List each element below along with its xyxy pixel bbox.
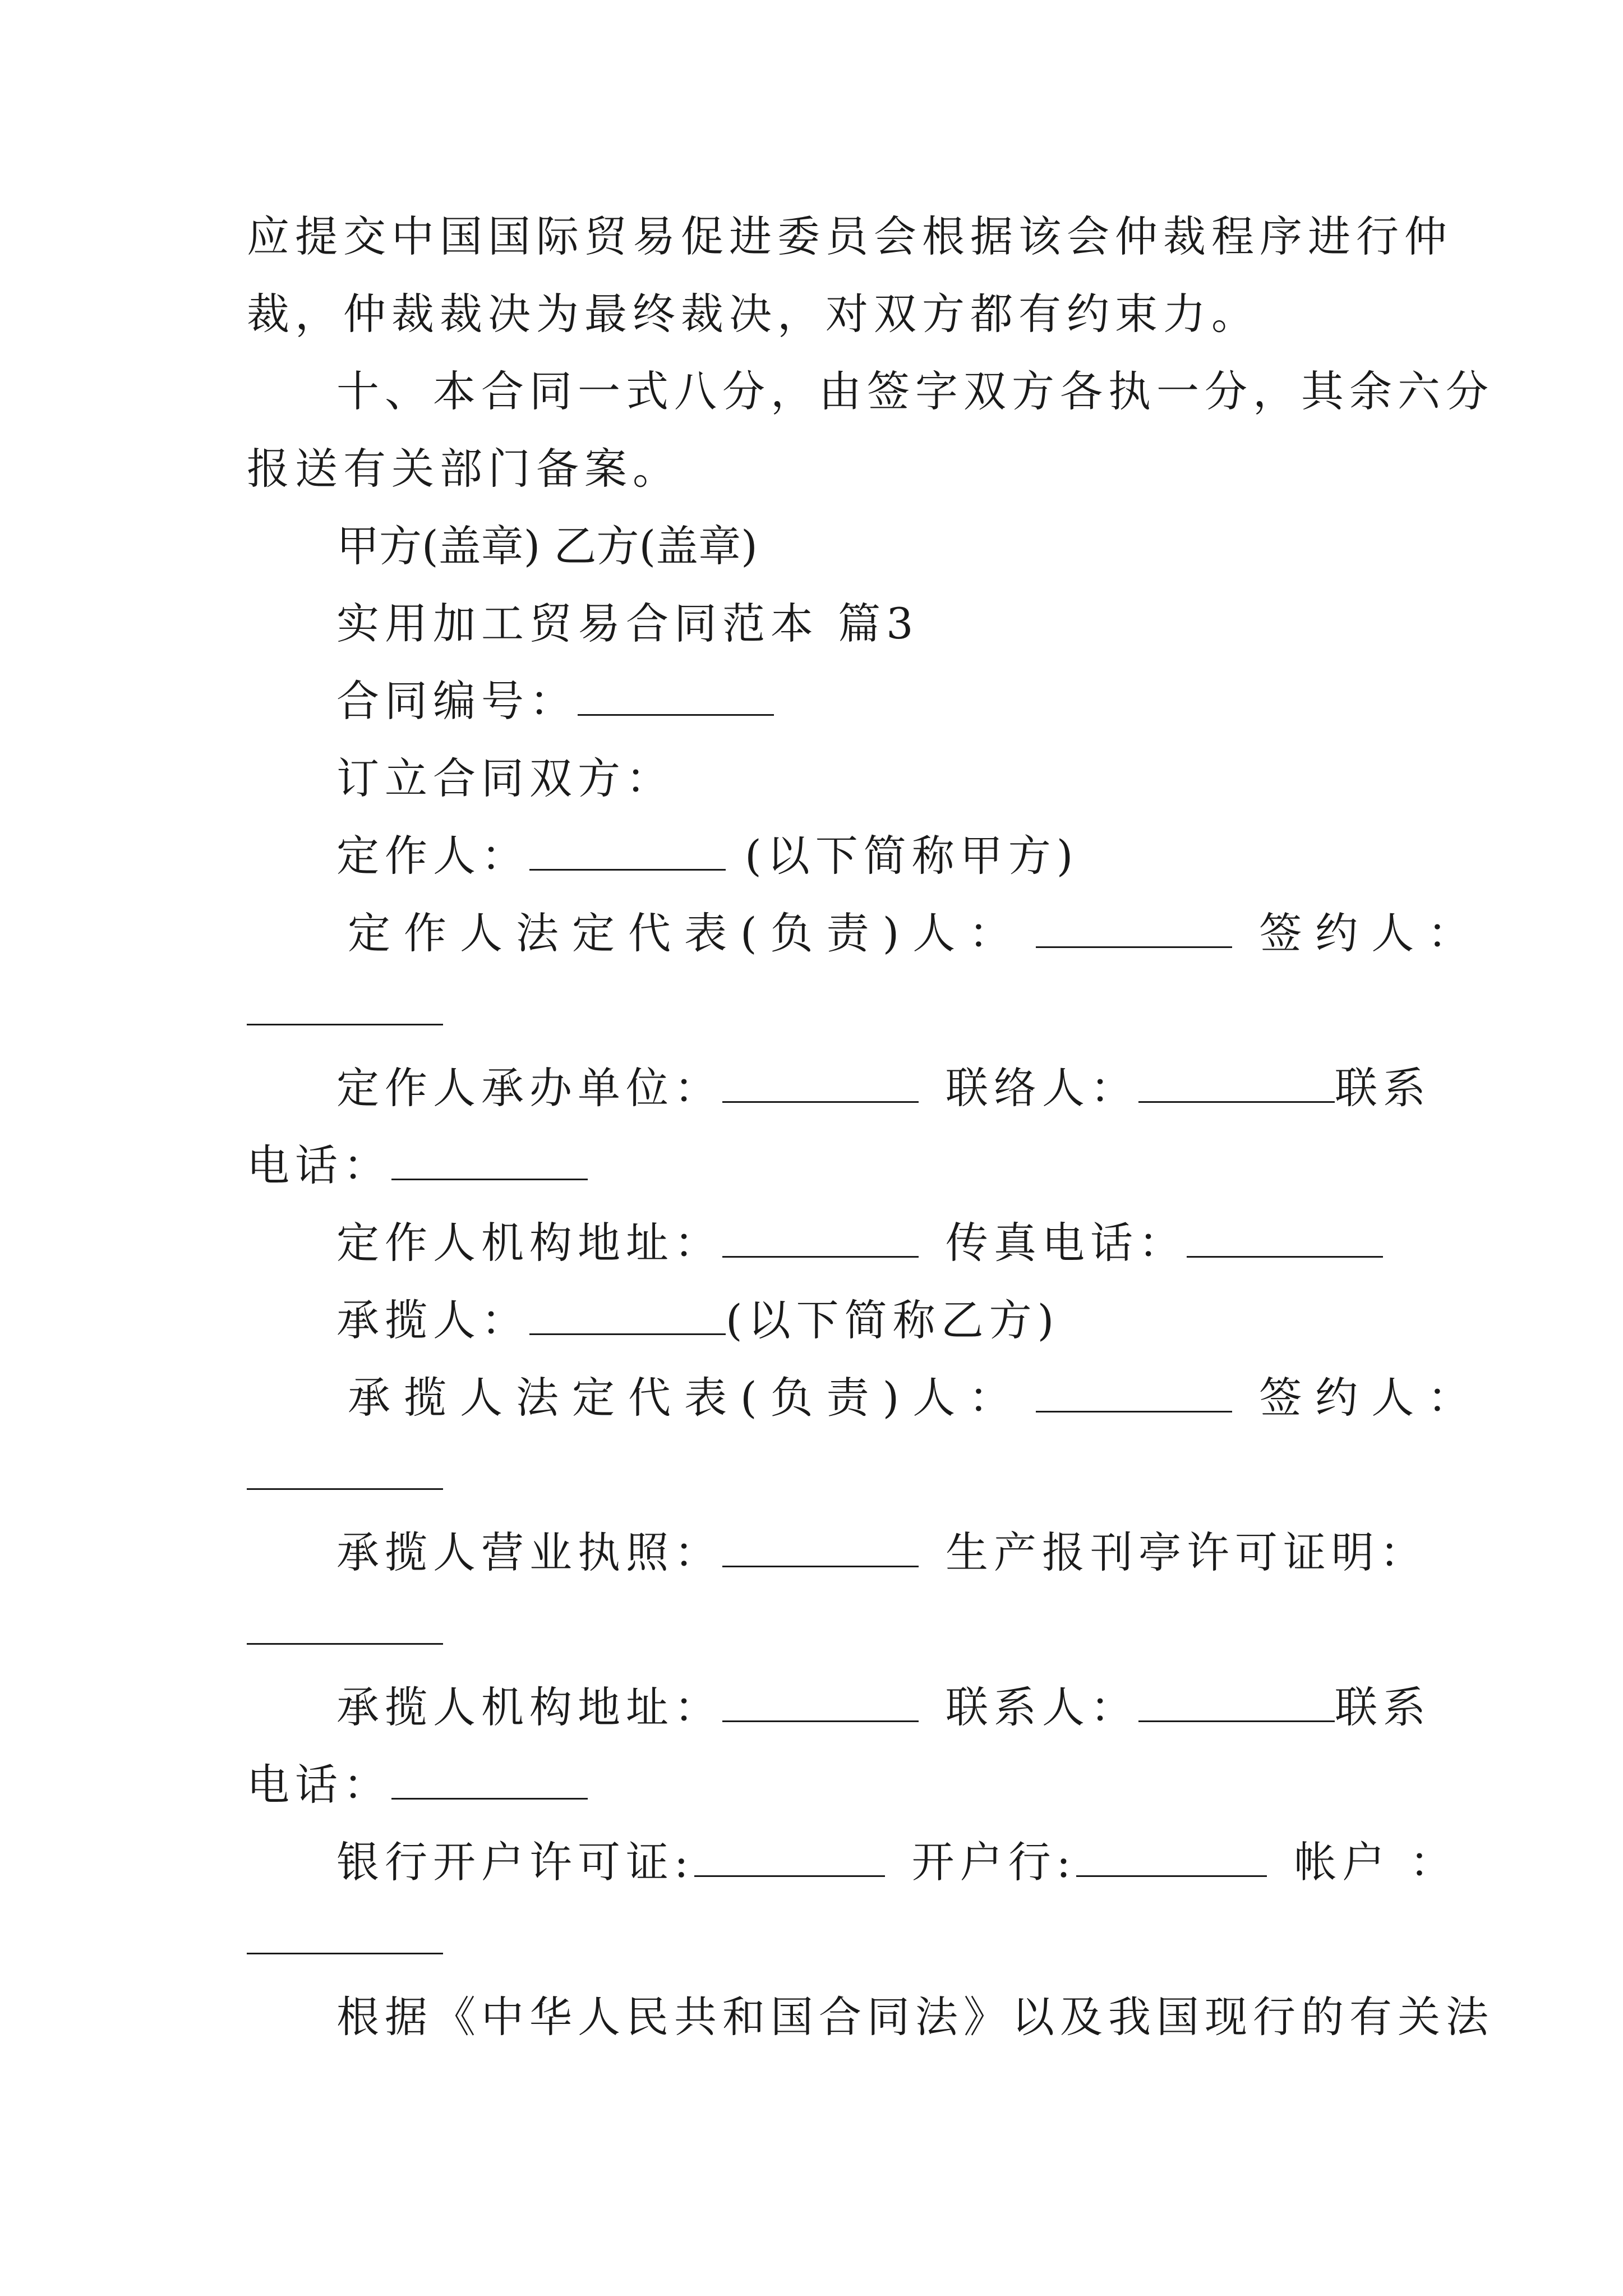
orderer-rep-label: 定作人法定代表(负责)人： bbox=[348, 908, 1025, 958]
bank-permit-label: 银行开户许可证: bbox=[336, 1837, 694, 1887]
contractor-suffix: (以下简称乙方) bbox=[726, 1295, 1060, 1345]
seal-line: 甲方(盖章) 乙方(盖章) bbox=[336, 521, 758, 571]
orderer-unit-label: 定作人承办单位： bbox=[336, 1063, 722, 1113]
contractor-blank bbox=[529, 1294, 726, 1335]
closing-line: 根据《中华人民共和国合同法》以及我国现行的有关法 bbox=[336, 1992, 1494, 2042]
fax-blank bbox=[1187, 1217, 1383, 1258]
account-row bbox=[247, 1912, 443, 1968]
account-label: 帐户 ： bbox=[1294, 1837, 1458, 1887]
production-permit-row bbox=[247, 1602, 443, 1658]
contact-blank bbox=[1138, 1681, 1335, 1722]
signatory-label-2: 签约人： bbox=[1259, 1373, 1484, 1423]
orderer-rep-blank bbox=[1036, 907, 1232, 948]
orderer-phone-blank bbox=[391, 1139, 588, 1180]
liaison-blank bbox=[1138, 1062, 1335, 1103]
production-permit-blank bbox=[247, 1604, 443, 1645]
bank-permit-blank bbox=[694, 1836, 885, 1877]
signatory-blank bbox=[247, 984, 443, 1025]
bank-blank bbox=[1076, 1836, 1267, 1877]
section-title: 实用加工贸易合同范本 篇3 bbox=[336, 599, 919, 648]
contract-number-blank bbox=[578, 675, 774, 716]
license-label: 承揽人营业执照： bbox=[336, 1527, 722, 1577]
orderer-blank bbox=[529, 830, 726, 871]
orderer-suffix: (以下简称甲方) bbox=[726, 831, 1079, 881]
orderer-rep-row bbox=[348, 905, 1483, 961]
orderer-address-row bbox=[336, 1215, 1383, 1271]
contractor-rep-label: 承揽人法定代表(负责)人： bbox=[348, 1373, 1025, 1423]
signatory-blank-2 bbox=[247, 1449, 443, 1490]
phone-label: 电话： bbox=[247, 1140, 391, 1190]
orderer-row bbox=[336, 828, 1078, 884]
contractor-phone-blank bbox=[391, 1759, 588, 1800]
phone-prefix-2: 联系 bbox=[1335, 1682, 1431, 1732]
contract-number-label: 合同编号： bbox=[336, 676, 578, 726]
liaison-label: 联络人： bbox=[946, 1063, 1138, 1113]
paragraph-line: 十、本合同一式八分，由签字双方各执一分，其余六分 bbox=[336, 366, 1494, 416]
license-blank bbox=[722, 1526, 919, 1567]
contract-number-row bbox=[336, 673, 774, 729]
phone-label-2: 电话： bbox=[247, 1760, 391, 1810]
contractor-address-row bbox=[336, 1680, 1431, 1736]
contractor-rep-row bbox=[348, 1370, 1483, 1426]
bank-row bbox=[336, 1834, 1458, 1890]
contractor-address-blank bbox=[722, 1681, 919, 1722]
fax-label: 传真电话： bbox=[946, 1218, 1187, 1268]
license-row bbox=[336, 1525, 1428, 1581]
orderer-unit-blank bbox=[722, 1062, 919, 1103]
contact-label: 联系人： bbox=[946, 1682, 1138, 1732]
orderer-unit-row bbox=[336, 1060, 1431, 1116]
contractor-rep-blank bbox=[1036, 1372, 1232, 1412]
production-permit-label: 生产报刊亭许可证明： bbox=[946, 1527, 1428, 1577]
paragraph-line: 应提交中国国际贸易促进委员会根据该会仲裁程序进行仲 bbox=[247, 211, 1453, 261]
contractor-row bbox=[336, 1292, 1059, 1349]
paragraph-line: 裁，仲裁裁决为最终裁决，对双方都有约束力。 bbox=[247, 289, 1260, 339]
orderer-address-label: 定作人机构地址： bbox=[336, 1218, 722, 1268]
account-blank bbox=[247, 1913, 443, 1954]
phone-prefix: 联系 bbox=[1335, 1063, 1431, 1113]
contractor-address-label: 承揽人机构地址： bbox=[336, 1682, 722, 1732]
signatory-label: 签约人： bbox=[1259, 908, 1484, 958]
bank-label: 开户行: bbox=[911, 1837, 1077, 1887]
orderer-address-blank bbox=[722, 1217, 919, 1258]
orderer-label: 定作人： bbox=[336, 831, 529, 881]
parties-label: 订立合同双方： bbox=[336, 753, 674, 803]
contractor-label: 承揽人： bbox=[336, 1295, 529, 1345]
signatory-row-2 bbox=[247, 1447, 443, 1503]
contractor-phone-row bbox=[247, 1757, 588, 1813]
signatory-row bbox=[247, 983, 443, 1039]
orderer-phone-row bbox=[247, 1138, 588, 1194]
paragraph-line: 报送有关部门备案。 bbox=[247, 444, 681, 494]
